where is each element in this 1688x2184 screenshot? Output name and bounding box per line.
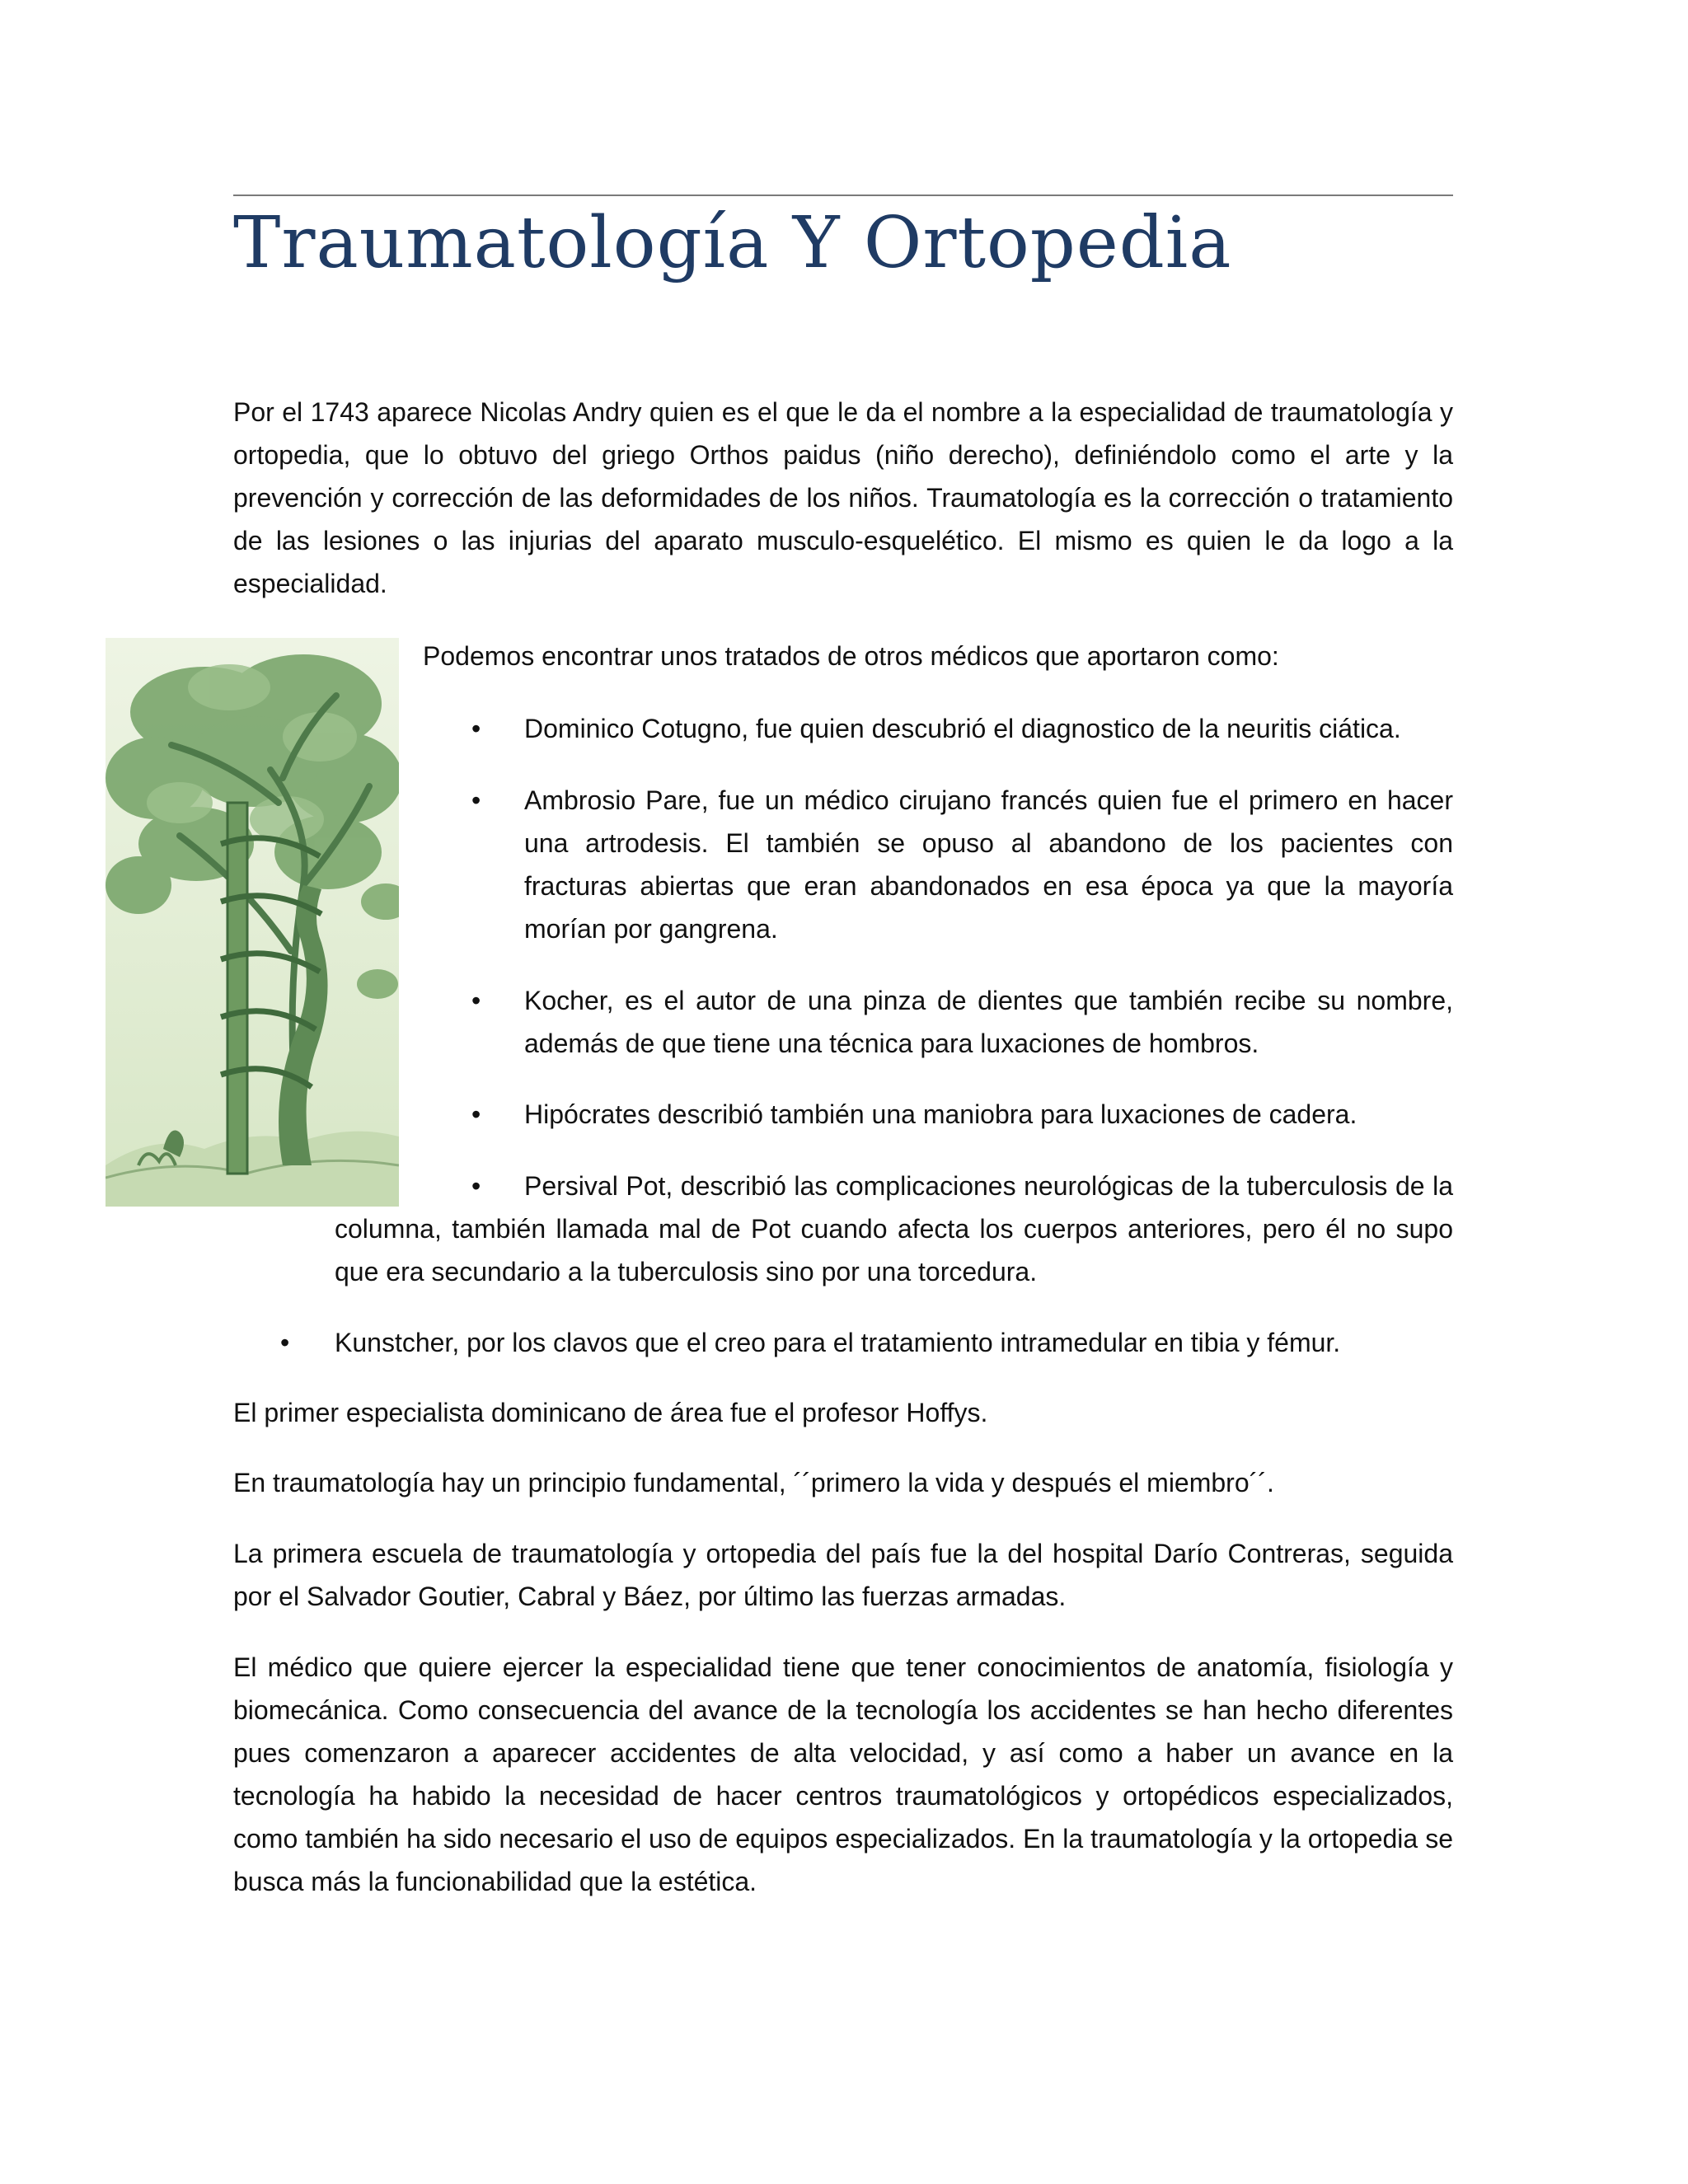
page-title: Traumatología Y Ortopedia xyxy=(233,202,1232,284)
list-item-kunstcher: Kunstcher, por los clavos que el creo para el tratamiento intramedular en tibia y fémur. xyxy=(335,1328,1341,1357)
andry-tree-illustration xyxy=(106,638,399,1207)
list-item-kocher: Kocher, es el autor de una pinza de dientes que también recibe su nombre, además de que tiene una técnica para luxaciones de hombros. xyxy=(524,986,1453,1058)
bullet-glyph: • xyxy=(471,785,481,815)
paragraph-andry: Por el 1743 aparece Nicolas Andry quien es el que le da el nombre a la especialidad de traumatología y ortopedia, que lo obtuvo del griego Orthos paidus (niño derecho), definiéndolo como el arte y la prevención y corrección de las deformidades de los niños. Traumatología es la corrección o tratamiento de las lesiones o las injurias del aparato musculo-esquelético. El mismo es quien le da logo a la especialidad. xyxy=(233,397,1453,598)
title-top-rule xyxy=(233,194,1453,196)
bullet-glyph: • xyxy=(471,714,481,743)
bullet-glyph: • xyxy=(280,1328,290,1357)
paragraph-first-school: La primera escuela de traumatología y ortopedia del país fue la del hospital Darío Contreras, seguida por el Salvador Goutier, Cabral y Báez, por último las fuerzas armadas. xyxy=(233,1539,1453,1611)
list-item-hipocrates: Hipócrates describió también una maniobra para luxaciones de cadera. xyxy=(524,1099,1357,1129)
list-item-pot: Persival Pot, describió las complicaciones neurológicas de la tuberculosis de la columna, también llamada mal de Pot cuando afecta los cuerpos anteriores, pero él no supo que era secundario a la tuberculosis sino por una torcedura. xyxy=(335,1171,1453,1286)
paragraph-knowledge: El médico que quiere ejercer la especialidad tiene que tener conocimientos de anatomía, fisiología y biomecánica. Como consecuencia del avance de la tecnología los accidentes se han hecho diferentes pues comenzaron a aparecer accidentes de alta velocidad, y así como a haber un avance en la tecnología ha habido la necesidad de hacer centros traumatológicos y ortopédicos especializados, como también ha sido necesario el uso de equipos especializados. En la traumatología y la ortopedia se busca más la funcionabilidad que la estética. xyxy=(233,1652,1453,1896)
bullet-glyph: • xyxy=(471,1171,481,1201)
contributors-intro: Podemos encontrar unos tratados de otros médicos que aportaron como: xyxy=(423,641,1279,671)
list-item-pare: Ambrosio Pare, fue un médico cirujano francés quien fue el primero en hacer una artrodesis. El también se opuso al abandono de los pacientes con fracturas abiertas que eran abandonados en esa época ya que la mayoría morían por gangrena. xyxy=(524,785,1453,944)
bullet-glyph: • xyxy=(471,986,481,1015)
andry-tree-icon xyxy=(106,638,399,1207)
bullet-glyph: • xyxy=(471,1099,481,1129)
list-item-cotugno: Dominico Cotugno, fue quien descubrió el diagnostico de la neuritis ciática. xyxy=(524,714,1401,743)
paragraph-hoffys: El primer especialista dominicano de área fue el profesor Hoffys. xyxy=(233,1398,988,1427)
paragraph-principle: En traumatología hay un principio fundamental, ´´primero la vida y después el miembro´´. xyxy=(233,1468,1274,1497)
